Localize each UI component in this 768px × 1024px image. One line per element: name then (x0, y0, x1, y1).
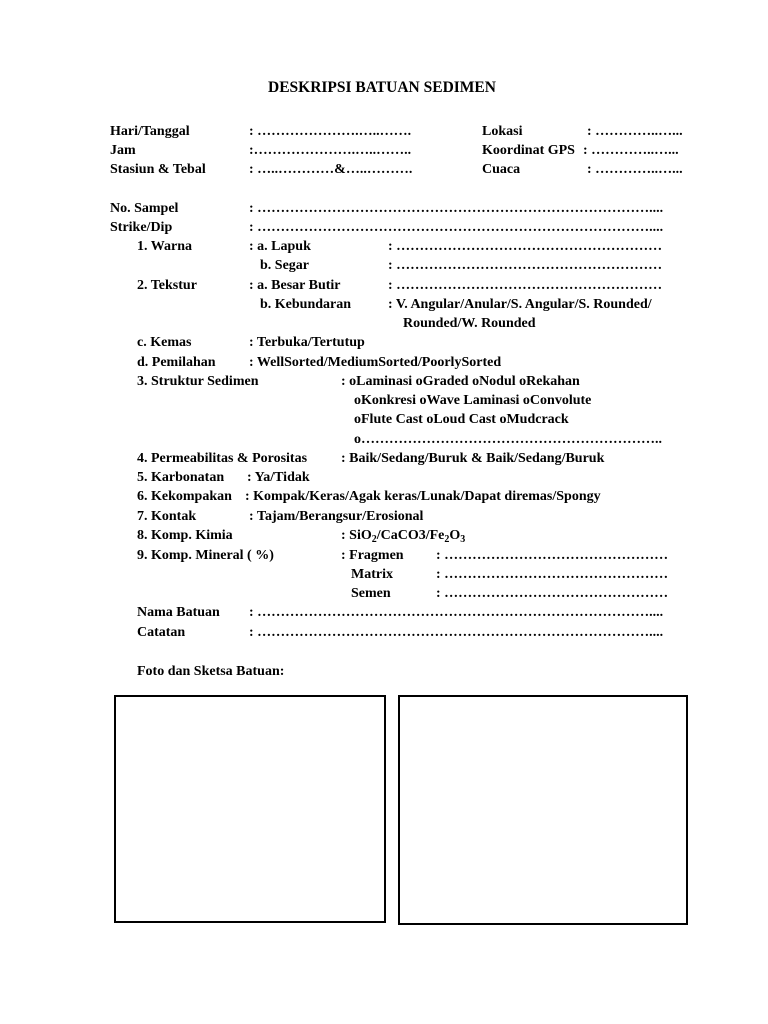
page-title: DESKRIPSI BATUAN SEDIMEN (268, 79, 496, 96)
kimia-sub-2: 2 (444, 534, 450, 545)
struktur-other-field[interactable]: o……………………………………………………….. (354, 432, 662, 447)
strike-dip-field[interactable]: : ………………………………………………………………………….... (249, 220, 664, 235)
pemilahan-label: d. Pemilahan (137, 355, 216, 370)
no-sampel-field[interactable]: : ………………………………………………………………………….... (249, 201, 664, 216)
nama-batuan-field[interactable]: : ………………………………………………………………………….... (249, 605, 664, 620)
kimia-mid: /CaCO3/Fe (376, 528, 445, 543)
kebundaran-options-cont[interactable]: Rounded/W. Rounded (403, 316, 536, 331)
struktur-options-2[interactable]: oKonkresi oWave Laminasi oConvolute (354, 393, 592, 408)
jam-label: Jam (110, 143, 136, 158)
koordinat-field[interactable]: : …………..…... (583, 143, 679, 158)
warna-lapuk-label: : a. Lapuk (249, 239, 311, 254)
catatan-label: Catatan (137, 625, 186, 640)
matrix-label: Matrix (351, 567, 393, 582)
kemas-label: c. Kemas (137, 335, 192, 350)
kemas-options[interactable]: : Terbuka/Tertutup (249, 335, 365, 350)
catatan-field[interactable]: : ………………………………………………………………………….... (249, 625, 664, 640)
semen-field[interactable]: : ………………………………………… (436, 586, 669, 601)
tekstur-label: 2. Tekstur (137, 278, 197, 293)
kebundaran-options[interactable]: : V. Angular/Anular/S. Angular/S. Rounded/ (388, 297, 652, 312)
warna-label: 1. Warna (137, 239, 192, 254)
warna-lapuk-field[interactable]: : ………………………………………………… (388, 239, 663, 254)
besar-butir-field[interactable]: : ………………………………………………… (388, 278, 663, 293)
struktur-options-1[interactable]: : oLaminasi oGraded oNodul oRekahan (341, 374, 580, 389)
kimia-sub-3: 3 (460, 534, 466, 545)
matrix-field[interactable]: : ………………………………………… (436, 567, 669, 582)
fragmen-field[interactable]: : ………………………………………… (436, 548, 669, 563)
pemilahan-options[interactable]: : WellSorted/MediumSorted/PoorlySorted (249, 355, 502, 370)
warna-segar-label: b. Segar (260, 258, 309, 273)
hari-tanggal-field[interactable]: : ………………….…..……. (249, 124, 412, 139)
stasiun-tebal-label: Stasiun & Tebal (110, 162, 206, 177)
komp-mineral-label: 9. Komp. Mineral ( %) (137, 548, 274, 563)
nama-batuan-label: Nama Batuan (137, 605, 220, 620)
semen-label: Semen (351, 586, 391, 601)
kimia-sub-1: 2 (371, 534, 377, 545)
karbonatan-label: 5. Karbonatan (137, 470, 225, 485)
warna-segar-field[interactable]: : ………………………………………………… (388, 258, 663, 273)
hari-tanggal-label: Hari/Tanggal (110, 124, 190, 139)
cuaca-field[interactable]: : …………..…... (587, 162, 683, 177)
kontak-options[interactable]: : Tajam/Berangsur/Erosional (249, 509, 424, 524)
permeabilitas-label: 4. Permeabilitas & Porositas (137, 451, 308, 466)
kimia-o: O (449, 528, 461, 543)
photo-box-right[interactable] (398, 695, 688, 925)
cuaca-label: Cuaca (482, 162, 521, 177)
koordinat-label: Koordinat GPS (482, 143, 575, 158)
struktur-label: 3. Struktur Sedimen (137, 374, 259, 389)
lokasi-label: Lokasi (482, 124, 523, 139)
jam-field[interactable]: :………………….…..…….. (249, 143, 412, 158)
komp-kimia-label: 8. Komp. Kimia (137, 528, 233, 543)
komp-kimia-options[interactable] (341, 527, 465, 545)
lokasi-field[interactable]: : …………..…... (587, 124, 683, 139)
kebundaran-label: b. Kebundaran (260, 297, 352, 312)
photo-box-left[interactable] (114, 695, 386, 923)
kekompakan-options[interactable]: : Kompak/Keras/Agak keras/Lunak/Dapat diremas/Spongy (245, 489, 601, 504)
kekompakan-label: 6. Kekompakan (137, 489, 232, 504)
stasiun-tebal-field[interactable]: : …..…………&…..………. (249, 162, 413, 177)
no-sampel-label: No. Sampel (110, 201, 179, 216)
struktur-options-3[interactable]: oFlute Cast oLoud Cast oMudcrack (354, 412, 569, 427)
fragmen-label: : Fragmen (341, 548, 404, 563)
karbonatan-options[interactable]: : Ya/Tidak (247, 470, 310, 485)
kimia-prefix: : SiO (341, 528, 372, 543)
kontak-label: 7. Kontak (137, 509, 197, 524)
strike-dip-label: Strike/Dip (110, 220, 173, 235)
foto-sketsa-label: Foto dan Sketsa Batuan: (137, 664, 285, 679)
besar-butir-label: : a. Besar Butir (249, 278, 341, 293)
permeabilitas-options[interactable]: : Baik/Sedang/Buruk & Baik/Sedang/Buruk (341, 451, 605, 466)
